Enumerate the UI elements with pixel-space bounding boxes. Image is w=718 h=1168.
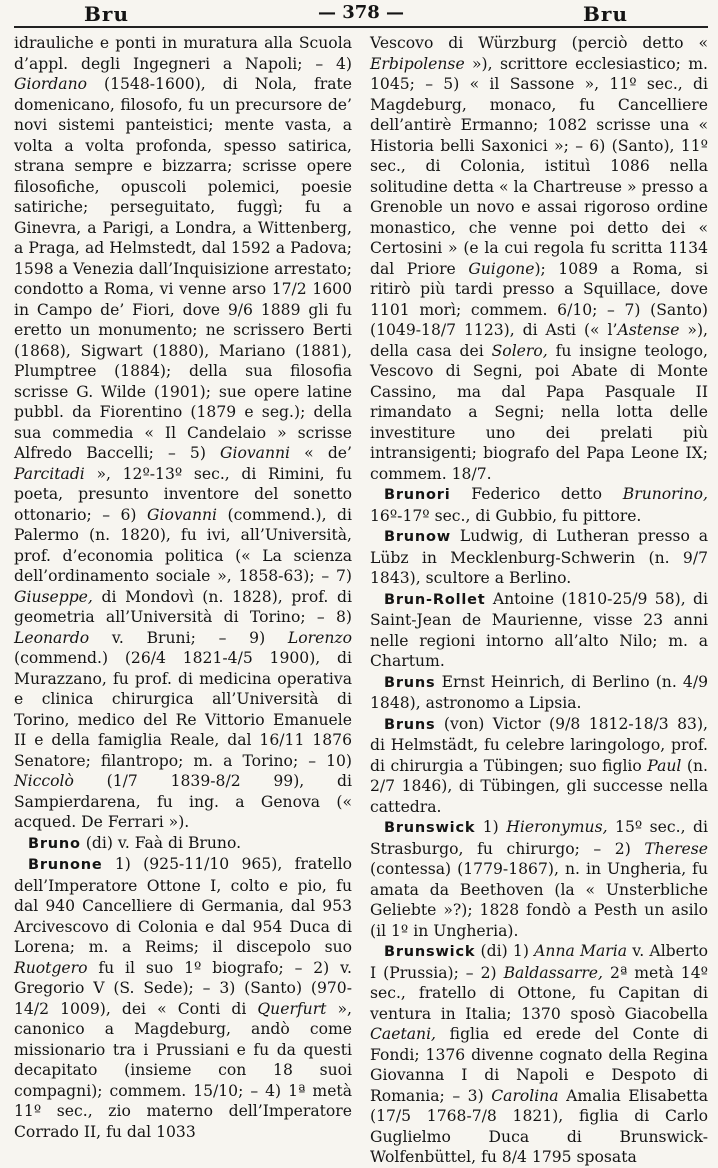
entry-text: figlia ed erede del Conte di Fondi; 1376 divenne cognato della Regina Giovanna I di Napoli e Despoto di Romania; – 3) — [370, 1025, 708, 1105]
entry-text: 16º-17º sec., di Gubbio, fu pittore. — [370, 506, 642, 525]
headword: Bruno — [28, 835, 81, 852]
entry-text: (1/7 1839-8/2 99), di Sampierdarena, fu ing. a Genova (« acqued. De Ferrari »). — [14, 772, 352, 831]
italic-text: Anna Maria — [534, 942, 628, 960]
italic-text: Parcitadi — [14, 464, 85, 483]
dictionary-entry — [370, 941, 708, 1168]
italic-text: Baldassarre, — [503, 963, 603, 982]
italic-text: Carolina — [491, 1086, 559, 1105]
headword: Bruns — [384, 716, 436, 733]
header-right-guideword: Bru — [583, 2, 628, 26]
entry-text: fu insigne teologo, Vescovo di Segni, poi Abate di Monte Cassino, ma dal Papa Pasquale II rimandato a Segni; nella lotta delle investiture uno dei prelati più intransigenti; biografo del Papa Leone IX; commem. 18/7. — [370, 341, 708, 483]
entry-text: (contessa) (1779-1867), n. in Ungheria, fu amata da Beethoven (la « Unsterbliche Geliebte »?); 1828 fondò a Pesth un asilo (il 1º in Ungheria). — [370, 860, 708, 940]
entry-text: 1) — [475, 818, 507, 836]
italic-text: Giovanni — [147, 505, 218, 524]
italic-text: Giovanni — [220, 444, 291, 462]
entry-text: (di) 1) — [475, 942, 535, 960]
entry-text: Federico detto — [450, 485, 623, 503]
italic-text: Leonardo — [14, 628, 90, 647]
entry-continuation — [14, 33, 352, 833]
italic-text: Niccolò — [14, 772, 74, 790]
headword: Bruns — [384, 674, 436, 691]
italic-text: Caetani, — [370, 1025, 437, 1043]
entry-text: »), scrittore ecclesiastico; m. 1045; – 5) « il Sassone », 11º sec., di Magdeburg, monaco, fu Cancelliere dell’antirè Ermanno; 1082 scrisse una « Historia belli Saxonici »; – 6) (Santo), 11º sec., di Colonia, istituì 1086 nella solitudine detta « la Chartreuse » presso a Grenoble un novo e assai rigoroso ordine monastico, che venne poi detto dei « Certosini » (e la cui regola fu scritta 1134 dal Priore — [370, 54, 708, 278]
dictionary-entry — [370, 672, 708, 714]
entry-text: ); 1089 a Roma, si ritirò più tardi presso a Squillace, dove 1101 morì; commem. 6/10; – 7) (Santo) (1049-18/7 1123), di Asti (« l’ — [370, 259, 708, 339]
entry-text: (commend.) (26/4 1821-4/5 1900), di Murazzano, fu prof. di medicina operativa e clinica chirurgica all’Università di Torino, medico del Re Vittorio Emanuele II e della famiglia Reale, dal 16/11 1876 Senatore; filantropo; m. a Torino; – 10) — [14, 649, 352, 770]
entry-text: di Mondovì (n. 1828), prof. di geometria all’Università di Torino; – 8) — [14, 587, 352, 626]
entry-text: Vescovo di Würzburg (perciò detto « — [370, 34, 708, 52]
italic-text: Giordano — [14, 75, 87, 93]
headword: Brunswick — [384, 820, 476, 836]
italic-text: Lorenzo — [287, 628, 352, 647]
headword: Brun-Rollet — [384, 591, 486, 608]
italic-text: Paul — [647, 756, 682, 775]
header-left-guideword: Bru — [84, 2, 129, 26]
italic-text: Solero, — [491, 341, 548, 360]
entry-text: idrauliche e ponti in muratura alla Scuola d’appl. degli Ingegneri a Napoli; – 4) — [14, 34, 352, 73]
italic-text: Astense — [617, 321, 680, 339]
dictionary-entry — [14, 854, 352, 1142]
entry-text: v. Bruni; – 9) — [89, 628, 288, 647]
entry-text: (n. 2/7 1846), di Tübingen, gli successe nella cattedra. — [370, 756, 708, 816]
entry-text: Amalia Elisabetta (17/5 1768-7/8 1821), figlia di Carlo Guglielmo Duca di Brunswick-Wolfenbüttel, fu 8/4 1795 sposata — [370, 1086, 708, 1166]
headword: Brunswick — [384, 944, 476, 960]
entry-text: », 12º-13º sec., di Rimini, fu poeta, presunto inventore del sonetto ottonario; – 6) — [14, 464, 352, 524]
entry-text: (commend.), di Palermo (n. 1820), fu ivi, all’Università, prof. d’economia politica (« La scienza dell’ordinamento sociale », 1858-63); – 7) — [14, 505, 352, 585]
italic-text: Ruotgero — [14, 958, 88, 977]
italic-text: Giuseppe, — [14, 587, 93, 606]
page-number: — 378 — — [317, 2, 405, 23]
entry-text: Ernst Heinrich, di Berlino (n. 4/9 1848), astronomo a Lipsia. — [370, 672, 708, 712]
italic-text: Guigone — [468, 259, 535, 278]
headword: Brunone — [28, 857, 103, 873]
entry-text: 2ª metà 14º sec., fratello di Ottone, fu Capitan di ventura in Italia; 1370 sposò Giacobella — [370, 963, 708, 1023]
italic-text: Hieronymus, — [506, 818, 608, 836]
headword: Brunow — [384, 529, 452, 545]
entry-text: v. Alberto I (Prussia); – 2) — [370, 942, 709, 982]
entry-text: »), della casa dei — [370, 321, 708, 360]
entry-text: (di) v. Faà di Bruno. — [80, 833, 242, 852]
italic-text: Therese — [644, 839, 708, 858]
entry-text: (1548-1600), di Nola, frate domenicano, filosofo, fu un precursore de’ novi sistemi panteistici; mente vasta, a volta a volta profonda, spesso satirica, strana sempre e bizzarra; scrisse opere filosofiche, opuscoli polemici, poesie satiriche; perseguitato, fuggì; fu a Ginevra, a Parigi, a Londra, a Wittenberg, a Praga, ad Helmstedt, dal 1592 a Padova; 1598 a Venezia dall’Inquisizione arrestato; condotto a Roma, vi venne arso 17/2 1600 in Campo de’ Fiori, dove 9/6 1889 gli fu eretto un monumento; ne scrissero Berti (1868), Sigwart (1880), Mariano (1881), Plumptree (1884); della sua filosofia scrisse G. Wilde (1901); sue opere latine pubbl. da Fiorentino (1879 e seg.); della sua commedia « Il Candelaio » scrisse Alfredo Baccelli; – 5) — [14, 75, 352, 462]
dictionary-entry — [14, 833, 352, 855]
entry-continuation — [370, 33, 708, 484]
italic-text: Brunorino, — [622, 485, 708, 503]
entry-text: « de’ — [290, 444, 352, 462]
italic-text: Erbipolense — [370, 54, 465, 73]
italic-text: Querfurt — [257, 999, 327, 1018]
dictionary-entry — [370, 714, 708, 818]
dictionary-entry — [370, 484, 708, 526]
headword: Brunori — [384, 487, 451, 503]
entry-text: (von) Victor (9/8 1812-18/3 83), di Helmstädt, fu celebre laringologo, prof. di chirurgia a Tübingen; suo figlio — [370, 714, 708, 775]
entry-text: 1) (925-11/10 965), fratello dell’Imperatore Ottone I, colto e pio, fu dal 940 Cancelliere di Germania, dal 953 Arcivescovo di Colonia e dal 954 Duca di Lorena; m. a Reims; il discepolo suo — [14, 855, 352, 956]
left-column — [14, 33, 352, 1168]
entry-text: Ludwig, di Lutheran presso a Lübz in Mecklenburg-Schwerin (n. 9/7 1843), scultore a Berlino. — [370, 527, 708, 587]
dictionary-entry — [370, 526, 708, 589]
entry-text: Antoine (1810-25/9 58), di Saint-Jean de Maurienne, visse 23 anni nelle regioni intorno all’alto Nilo; m. a Chartum. — [370, 589, 708, 670]
entry-text: », canonico a Magdeburg, andò come missionario tra i Prussiani e fu da questi decapitato (insieme con 18 suoi compagni); commem. 15/10; – 4) 1ª metà 11º sec., zio materno dell’Imperatore Corrado II, fu dal 1033 — [14, 999, 352, 1141]
entry-text: fu il suo 1º biografo; – 2) v. Gregorio V (S. Sede); – 3) (Santo) (970-14/2 1009), dei « Conti di — [14, 958, 352, 1018]
dictionary-entry — [370, 589, 708, 672]
running-head — [14, 0, 708, 28]
text-columns — [14, 33, 708, 1168]
right-column — [370, 33, 708, 1168]
entry-text: 15º sec., di Strasburgo, fu chirurgo; – 2) — [370, 818, 708, 858]
dictionary-entry — [370, 817, 708, 941]
